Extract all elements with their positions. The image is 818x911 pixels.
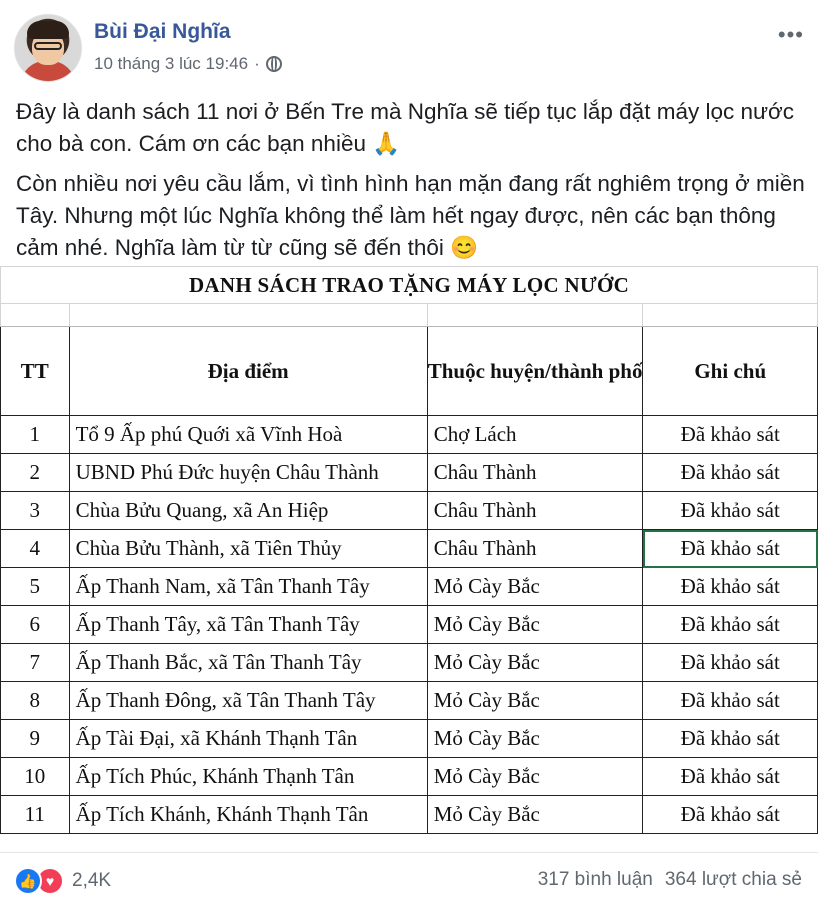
cell-district: Châu Thành	[427, 454, 643, 492]
globe-icon[interactable]	[266, 56, 282, 72]
cell-note: Đã khảo sát	[643, 796, 818, 834]
post-footer	[0, 852, 818, 911]
blank-cell	[643, 304, 818, 327]
cell-place: Ấp Tài Đại, xã Khánh Thạnh Tân	[69, 720, 427, 758]
cell-place: Ấp Thanh Nam, xã Tân Thanh Tây	[69, 568, 427, 606]
cell-place: Chùa Bửu Thành, xã Tiên Thủy	[69, 530, 427, 568]
share-count-link[interactable]: 364 lượt chia sẻ	[664, 869, 802, 890]
cell-district: Châu Thành	[427, 530, 643, 568]
like-icon: 👍	[14, 867, 42, 895]
cell-district: Mỏ Cày Bắc	[427, 796, 643, 834]
cell-note: Đã khảo sát	[643, 758, 818, 796]
sheet-title-row	[1, 267, 818, 304]
table-row	[1, 644, 818, 682]
reactions-summary[interactable]	[14, 867, 111, 895]
cell-place: Ấp Tích Khánh, Khánh Thạnh Tân	[69, 796, 427, 834]
table-row	[1, 530, 818, 568]
cell-district: Mỏ Cày Bắc	[427, 682, 643, 720]
spreadsheet-image[interactable]	[0, 266, 818, 842]
post-paragraph-2: Còn nhiều nơi yêu cầu lắm, vì tình hình hạn mặn đang rất nghiêm trọng ở miền Tây. Nhưng một lúc Nghĩa không thể làm hết ngay được, nên các bạn thông cảm nhé. Nghĩa làm từ từ cũng sẽ đến thôi 😊	[16, 171, 805, 260]
header-note: Ghi chú	[643, 327, 818, 416]
header-place: Địa điểm	[69, 327, 427, 416]
cell-district: Mỏ Cày Bắc	[427, 720, 643, 758]
cell-district: Mỏ Cày Bắc	[427, 568, 643, 606]
cell-district: Mỏ Cày Bắc	[427, 758, 643, 796]
header-district: Thuộc huyện/thành phố	[427, 327, 643, 416]
cell-tt: 11	[1, 796, 70, 834]
more-options-icon[interactable]: •••	[777, 22, 804, 47]
cell-note: Đã khảo sát	[643, 416, 818, 454]
post-paragraph-1: Đây là danh sách 11 nơi ở Bến Tre mà Nghĩa sẽ tiếp tục lắp đặt máy lọc nước cho bà con. Cám ơn các bạn nhiều 🙏	[16, 99, 795, 156]
meta-separator: ·	[254, 54, 260, 73]
cell-tt: 5	[1, 568, 70, 606]
cell-note: Đã khảo sát	[643, 530, 818, 568]
table-row	[1, 492, 818, 530]
cell-district: Châu Thành	[427, 492, 643, 530]
cell-district: Chợ Lách	[427, 416, 643, 454]
cell-place: Ấp Thanh Bắc, xã Tân Thanh Tây	[69, 644, 427, 682]
author-name[interactable]: Bùi Đại Nghĩa	[94, 20, 231, 43]
table-row	[1, 606, 818, 644]
cell-note: Đã khảo sát	[643, 454, 818, 492]
blank-cell	[427, 304, 643, 327]
cell-place: Ấp Thanh Tây, xã Tân Thanh Tây	[69, 606, 427, 644]
sheet-header-row	[1, 327, 818, 416]
table-row	[1, 568, 818, 606]
post-meta	[94, 54, 282, 74]
table-row	[1, 796, 818, 834]
cell-tt: 3	[1, 492, 70, 530]
cell-note: Đã khảo sát	[643, 568, 818, 606]
blank-cell	[69, 304, 427, 327]
sheet-blank-row	[1, 304, 818, 327]
cell-tt: 1	[1, 416, 70, 454]
sheet-body	[1, 416, 818, 834]
cell-note: Đã khảo sát	[643, 644, 818, 682]
avatar-glasses	[34, 42, 62, 50]
comment-count-link[interactable]: 317 bình luận	[537, 869, 653, 890]
engagement-counts	[538, 869, 802, 891]
table-row	[1, 416, 818, 454]
avatar[interactable]	[14, 14, 82, 82]
sheet-table	[0, 266, 818, 834]
cell-district: Mỏ Cày Bắc	[427, 606, 643, 644]
cell-place: UBND Phú Đức huyện Châu Thành	[69, 454, 427, 492]
post-text	[16, 96, 806, 272]
header-tt: TT	[1, 327, 70, 416]
cell-tt: 2	[1, 454, 70, 492]
cell-tt: 9	[1, 720, 70, 758]
table-row	[1, 758, 818, 796]
cell-place: Tổ 9 Ấp phú Quới xã Vĩnh Hoà	[69, 416, 427, 454]
sheet-title: DANH SÁCH TRAO TẶNG MÁY LỌC NƯỚC	[1, 267, 818, 304]
cell-district: Mỏ Cày Bắc	[427, 644, 643, 682]
cell-note: Đã khảo sát	[643, 492, 818, 530]
cell-tt: 10	[1, 758, 70, 796]
cell-note: Đã khảo sát	[643, 720, 818, 758]
table-row	[1, 682, 818, 720]
cell-note: Đã khảo sát	[643, 606, 818, 644]
cell-note: Đã khảo sát	[643, 682, 818, 720]
blank-cell	[1, 304, 70, 327]
cell-place: Ấp Thanh Đông, xã Tân Thanh Tây	[69, 682, 427, 720]
cell-tt: 7	[1, 644, 70, 682]
table-row	[1, 720, 818, 758]
table-row	[1, 454, 818, 492]
cell-tt: 6	[1, 606, 70, 644]
post-timestamp[interactable]: 10 tháng 3 lúc 19:46	[94, 54, 249, 73]
avatar-hair	[27, 21, 69, 39]
love-icon: ♥	[36, 867, 64, 895]
cell-tt: 4	[1, 530, 70, 568]
reaction-count: 2,4K	[72, 870, 112, 891]
cell-place: Ấp Tích Phúc, Khánh Thạnh Tân	[69, 758, 427, 796]
cell-place: Chùa Bửu Quang, xã An Hiệp	[69, 492, 427, 530]
cell-tt: 8	[1, 682, 70, 720]
